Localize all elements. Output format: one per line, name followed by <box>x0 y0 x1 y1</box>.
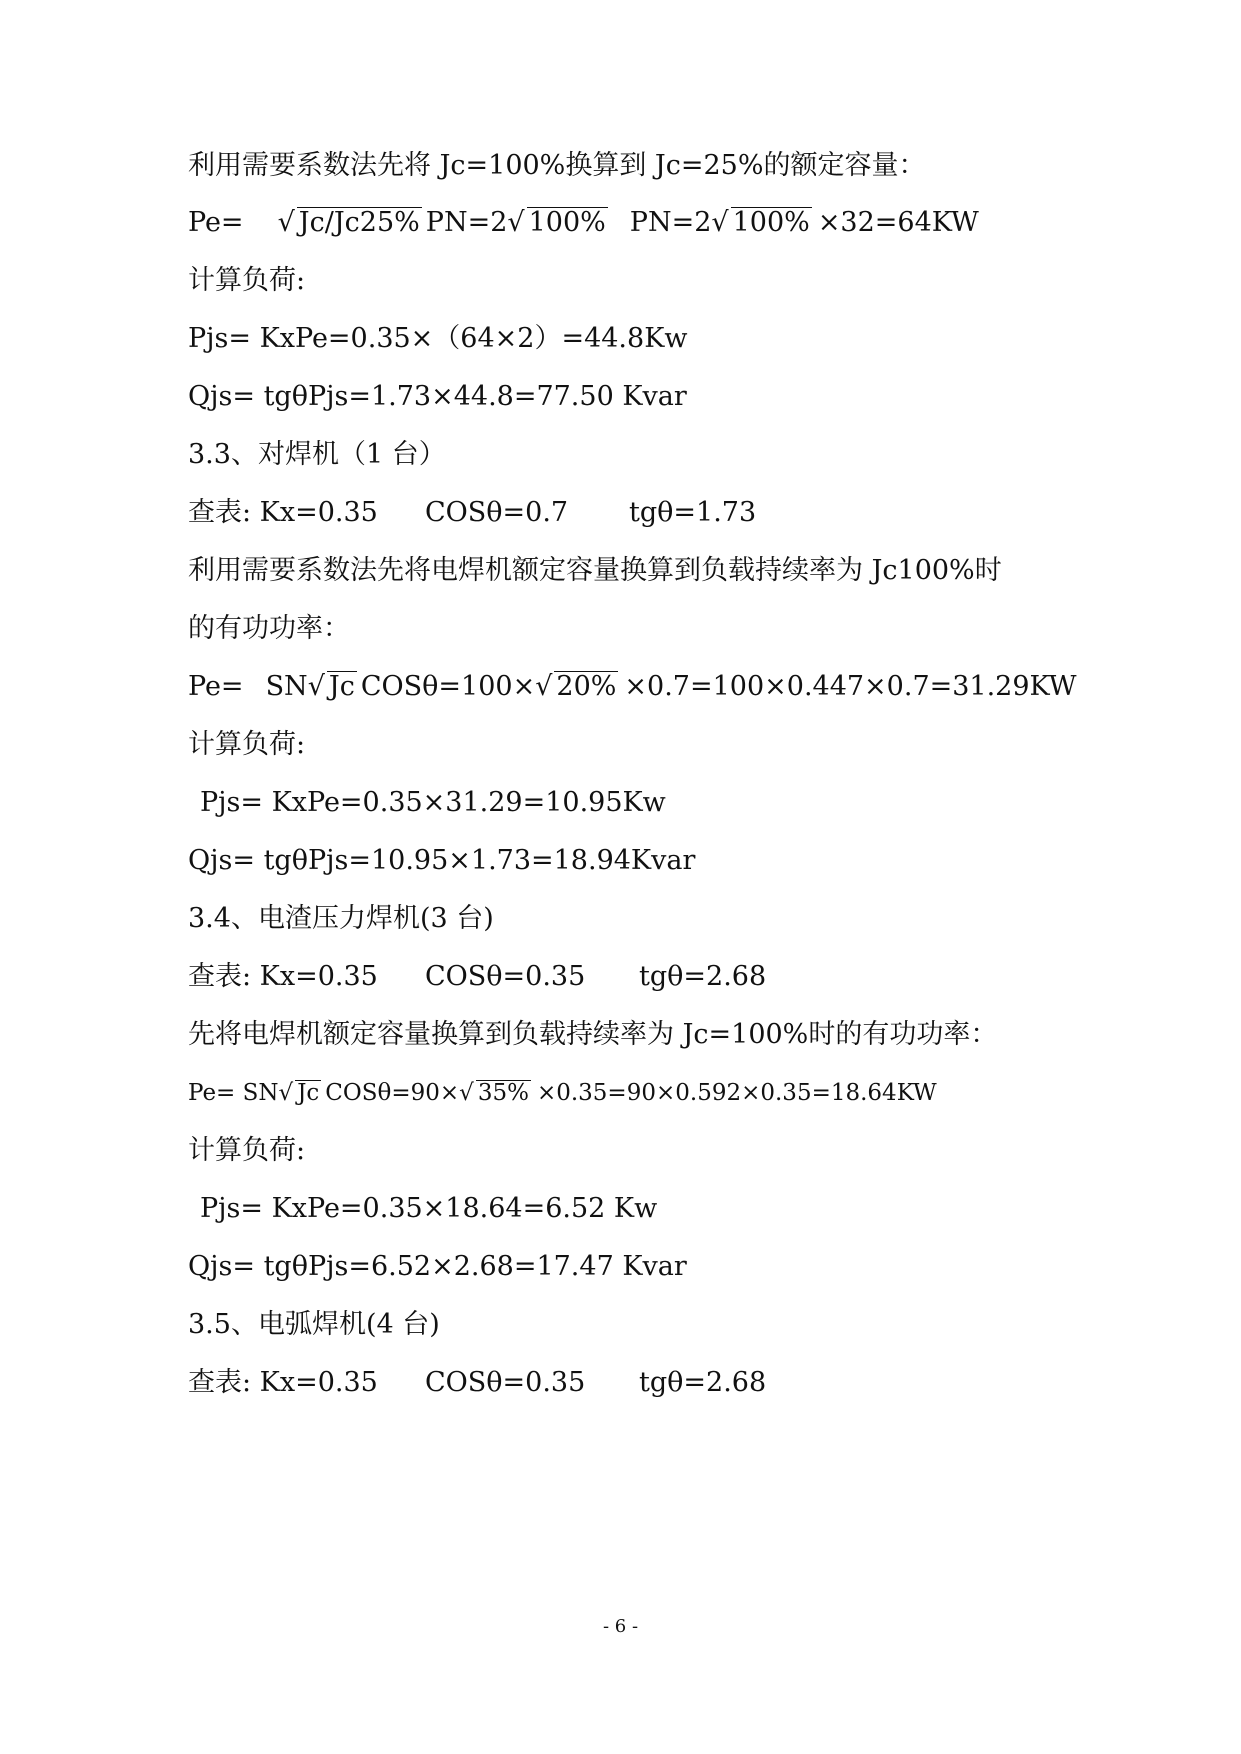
formula-part: Pe= <box>188 207 244 238</box>
text-line: 先将电焊机额定容量换算到负载持续率为 Jc=100%时的有功功率： <box>188 1019 998 1050</box>
formula-line: Qjs= tgθPjs=1.73×44.8=77.50 Kvar <box>188 381 687 412</box>
text-line: 计算负荷: <box>188 1135 306 1166</box>
formula-part: PN=2 <box>425 207 508 238</box>
formula-part: COSθ=90× <box>325 1080 460 1106</box>
formula-part: Pe= <box>188 671 244 702</box>
lookup-tg: tgθ=1.73 <box>629 497 757 528</box>
sqrt-term: Jc/Jc25% <box>298 207 420 238</box>
formula-part: ×0.35=90×0.592×0.35=18.64KW <box>536 1080 937 1106</box>
formula-line: Pjs= KxPe=0.35×（64×2）=44.8Kw <box>188 323 688 354</box>
sqrt-term: 100% <box>528 207 606 238</box>
sqrt-term: Jc <box>328 671 355 702</box>
sqrt-term: 20% <box>556 671 617 702</box>
formula-part: SN <box>265 671 308 702</box>
formula-part: ×32=64KW <box>817 207 979 238</box>
lookup-kx: 查表: Kx=0.35 <box>188 497 378 528</box>
text-line: 的有功功率： <box>188 613 350 644</box>
section-heading: 3.3、对焊机（1 台） <box>188 439 446 470</box>
sqrt-term: 100% <box>732 207 810 238</box>
formula-part: Pe= SN <box>188 1080 279 1106</box>
text-line: 计算负荷: <box>188 729 306 760</box>
formula-line-pe-conversion: Pe= √ Jc/Jc25% PN=2√ 100% PN=2√ 100% ×32=64KW <box>188 207 979 238</box>
text-line: 计算负荷: <box>188 265 306 296</box>
text-line: 利用需要系数法先将 Jc=100%换算到 Jc=25%的额定容量： <box>188 150 926 181</box>
page-number: - 6 - <box>602 1616 639 1637</box>
sqrt-term: 35% <box>477 1080 529 1106</box>
formula-line: Pjs= KxPe=0.35×31.29=10.95Kw <box>200 787 666 818</box>
table-lookup-line <box>188 1365 766 1401</box>
lookup-kx: 查表: Kx=0.35 <box>188 1367 378 1398</box>
lookup-cos: COSθ=0.35 <box>425 1367 586 1398</box>
formula-line-pe: Pe= SN√ Jc COSθ=100×√ 20% ×0.7=100×0.447×0.7=31.29KW <box>188 671 1077 702</box>
lookup-cos: COSθ=0.7 <box>425 497 569 528</box>
formula-line: Qjs= tgθPjs=6.52×2.68=17.47 Kvar <box>188 1251 687 1282</box>
formula-line: Qjs= tgθPjs=10.95×1.73=18.94Kvar <box>188 845 696 876</box>
section-heading: 3.4、电渣压力焊机(3 台) <box>188 903 494 934</box>
lookup-tg: tgθ=2.68 <box>639 961 767 992</box>
formula-part: ×0.7=100×0.447×0.7=31.29KW <box>624 671 1077 702</box>
lookup-cos: COSθ=0.35 <box>425 961 586 992</box>
table-lookup-line <box>188 959 766 995</box>
section-heading: 3.5、电弧焊机(4 台) <box>188 1309 440 1340</box>
formula-part: COSθ=100× <box>360 671 536 702</box>
sqrt-term: Jc <box>297 1080 320 1106</box>
lookup-tg: tgθ=2.68 <box>639 1367 767 1398</box>
formula-line-pe: Pe= SN√ Jc COSθ=90×√ 35% ×0.35=90×0.592×0.35=18.64KW <box>188 1080 937 1106</box>
formula-part: PN=2 <box>629 207 712 238</box>
text-line: 利用需要系数法先将电焊机额定容量换算到负载持续率为 Jc100%时 <box>188 555 1002 586</box>
table-lookup-line <box>188 495 756 531</box>
lookup-kx: 查表: Kx=0.35 <box>188 961 378 992</box>
formula-line: Pjs= KxPe=0.35×18.64=6.52 Kw <box>200 1193 658 1224</box>
